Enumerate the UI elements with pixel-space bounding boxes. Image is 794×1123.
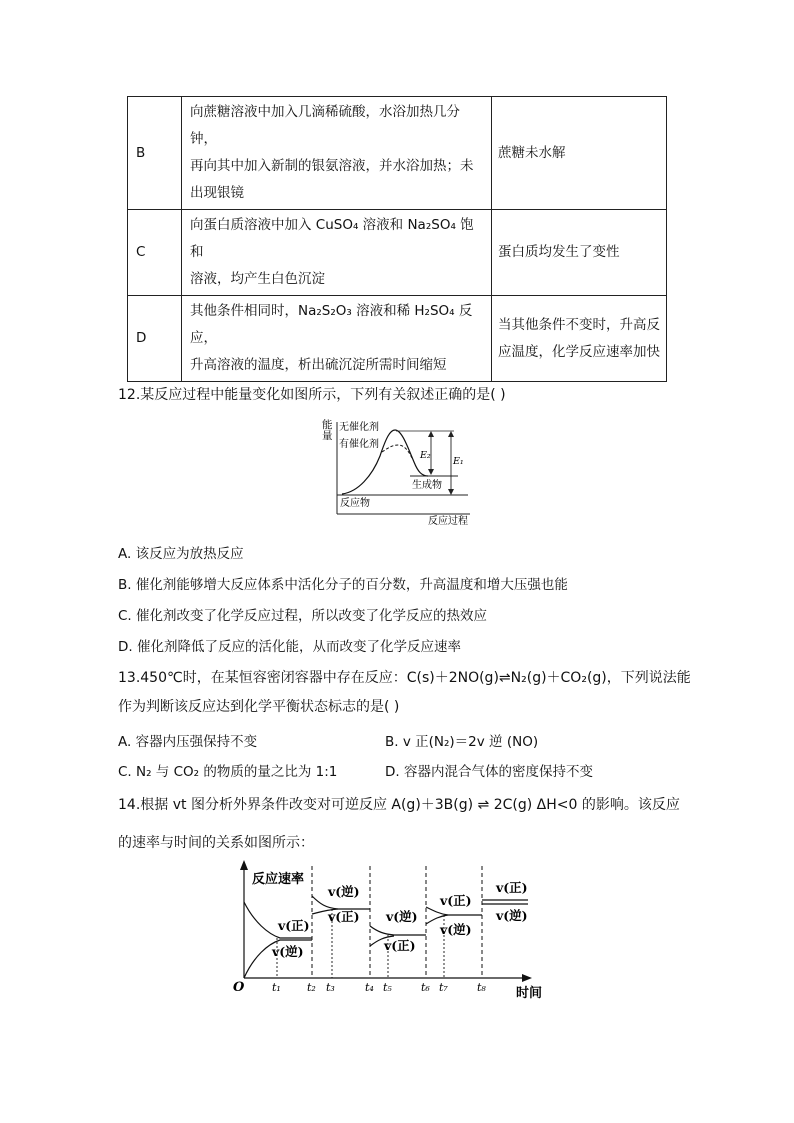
- tick-t8: t₈: [477, 981, 486, 994]
- row-description: [182, 296, 492, 382]
- q14-stem-line1: 14.根据 vt 图分析外界条件改变对可逆反应 A(g)＋3B(g) ⇌ 2C(g) ΔH<0 的影响。该反应: [118, 797, 680, 813]
- q12-option-a: A. 该反应为放热反应: [118, 546, 244, 562]
- q12-option-b: B. 催化剂能够增大反应体系中活化分子的百分数，升高温度和增大压强也能: [118, 577, 568, 593]
- graph-ylabel: 反应速率: [252, 872, 305, 887]
- rate-time-graph: [228, 858, 558, 1000]
- q12-option-d: D. 催化剂降低了反应的活化能，从而改变了化学反应速率: [118, 639, 461, 655]
- label-v-reverse-3: v(逆): [386, 909, 418, 924]
- tick-t7: t₇: [439, 981, 448, 994]
- description-line: 出现银镜: [190, 185, 244, 201]
- row-label: D: [128, 296, 182, 382]
- tick-t3: t₃: [326, 981, 335, 994]
- row-description: [182, 97, 492, 210]
- product-label: 生成物: [412, 480, 442, 491]
- e1-label: E₁: [453, 456, 464, 467]
- tick-t4: t₄: [365, 981, 374, 994]
- energy-diagram: [318, 418, 478, 528]
- q14-stem-line2: 的速率与时间的关系如图所示：: [118, 835, 314, 851]
- q12-stem: 12.某反应过程中能量变化如图所示，下列有关叙述正确的是( ): [118, 387, 506, 403]
- description-line: 升高溶液的温度，析出硫沉淀所需时间缩短: [190, 357, 447, 373]
- x-axis-label: 反应过程: [428, 516, 468, 527]
- row-description: [182, 210, 492, 296]
- tick-t6: t₆: [421, 981, 430, 994]
- table-row: [128, 210, 667, 296]
- label-v-reverse-2: v(逆): [328, 884, 360, 899]
- label-v-forward-2: v(正): [328, 909, 360, 924]
- conclusion-line: 蛋白质均发生了变性: [498, 244, 620, 260]
- label-v-forward-3: v(正): [384, 938, 416, 953]
- v-forward-seg4: [426, 907, 482, 915]
- q13-stem-line1: 13.450℃时，在某恒容密闭容器中存在反应：C(s)＋2NO(g)⇌N₂(g)＋CO₂(g)，下列说法能: [118, 670, 691, 686]
- graph-origin: O: [233, 980, 245, 995]
- q13-option-a: A. 容器内压强保持不变: [118, 734, 258, 750]
- v-forward-seg3: [370, 926, 426, 935]
- description-line: 溶液，均产生白色沉淀: [190, 271, 325, 287]
- description-line: 再向其中加入新制的银氨溶液，并水浴加热；未: [190, 158, 474, 174]
- row-conclusion: [492, 210, 667, 296]
- q13-option-b: B. v 正(N₂)＝2v 逆 (NO): [385, 734, 539, 750]
- e2-label: E₂: [420, 450, 431, 461]
- table-row: [128, 97, 667, 210]
- experiment-table: [127, 96, 667, 382]
- q13-stem-line2: 作为判断该反应达到化学平衡状态标志的是( ): [118, 699, 400, 715]
- tick-t5: t₅: [383, 981, 392, 994]
- row-conclusion: [492, 97, 667, 210]
- table-row: [128, 296, 667, 382]
- label-v-forward-1: v(正): [278, 918, 310, 933]
- description-line: 向蛋白质溶液中加入 CuSO₄ 溶液和 Na₂SO₄ 饱和: [190, 217, 474, 260]
- row-conclusion: [492, 296, 667, 382]
- tick-t2: t₂: [307, 981, 316, 994]
- description-line: 向蔗糖溶液中加入几滴稀硫酸，水浴加热几分钟，: [190, 104, 460, 147]
- label-v-forward-4: v(正): [440, 893, 472, 908]
- q13-option-d: D. 容器内混合气体的密度保持不变: [385, 764, 593, 780]
- label-v-reverse-4: v(逆): [440, 922, 472, 937]
- q13-option-c: C. N₂ 与 CO₂ 的物质的量之比为 1:1: [118, 764, 338, 780]
- energy-y-label-2: 量: [322, 430, 333, 442]
- curve1-label: 无催化剂: [339, 422, 379, 433]
- q12-option-c: C. 催化剂改变了化学反应过程，所以改变了化学反应的热效应: [118, 608, 488, 624]
- tick-t1: t₁: [272, 981, 281, 994]
- label-v-forward-5: v(正): [496, 880, 528, 895]
- label-v-reverse-5: v(逆): [496, 908, 528, 923]
- conclusion-line: 当其他条件不变时，升高反: [498, 316, 660, 333]
- row-label: B: [128, 97, 182, 210]
- description-line: 其他条件相同时，Na₂S₂O₃ 溶液和稀 H₂SO₄ 反应，: [190, 303, 473, 346]
- label-v-reverse-1: v(逆): [272, 944, 304, 959]
- conclusion-line: 蔗糖未水解: [498, 144, 566, 161]
- conclusion-line: 应温度，化学反应速率加快: [498, 343, 660, 360]
- reactant-label: 反应物: [340, 498, 370, 509]
- energy-y-label-1: 能: [322, 419, 333, 431]
- curve2-label: 有催化剂: [339, 439, 379, 450]
- row-label: C: [128, 210, 182, 296]
- graph-xlabel: 时间: [516, 986, 543, 1000]
